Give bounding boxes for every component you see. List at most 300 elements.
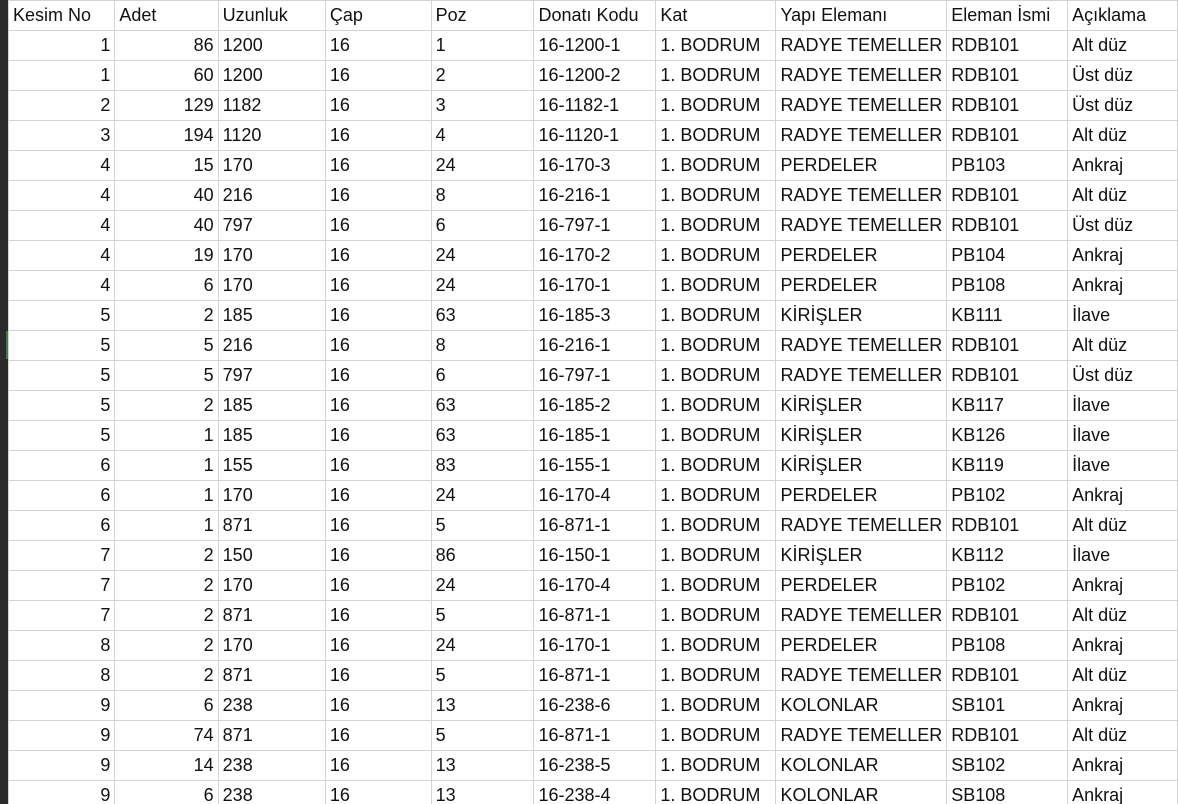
table-cell[interactable]: 2 <box>115 631 218 661</box>
table-cell[interactable]: 185 <box>218 421 325 451</box>
table-cell[interactable]: RADYE TEMELLER <box>776 211 947 241</box>
table-cell[interactable]: 16-871-1 <box>534 661 656 691</box>
table-cell[interactable]: 185 <box>218 391 325 421</box>
table-cell[interactable]: 16-150-1 <box>534 541 656 571</box>
column-header-cell[interactable]: Kat <box>656 1 776 31</box>
table-cell[interactable]: 1 <box>115 451 218 481</box>
table-cell[interactable]: 7 <box>9 541 115 571</box>
table-cell[interactable]: 216 <box>218 331 325 361</box>
table-row <box>9 481 1178 511</box>
table-cell[interactable]: 16-1120-1 <box>534 121 656 151</box>
table-cell[interactable]: 6 <box>9 481 115 511</box>
table-cell[interactable]: RADYE TEMELLER <box>776 361 947 391</box>
table-cell[interactable]: RDB101 <box>947 361 1068 391</box>
table-cell[interactable]: 16-185-3 <box>534 301 656 331</box>
table-cell[interactable]: 13 <box>431 781 534 804</box>
table-cell[interactable]: 19 <box>115 241 218 271</box>
table-cell[interactable]: 2 <box>115 661 218 691</box>
table-cell[interactable]: 1. BODRUM <box>656 61 776 91</box>
table-cell[interactable]: 4 <box>9 181 115 211</box>
table-row <box>9 331 1178 361</box>
table-cell[interactable]: 1200 <box>218 61 325 91</box>
table-cell[interactable]: Ankraj <box>1068 631 1178 661</box>
table-cell[interactable]: KOLONLAR <box>776 781 947 804</box>
table-cell[interactable]: 1 <box>115 421 218 451</box>
table-cell[interactable]: 16-170-4 <box>534 571 656 601</box>
table-cell[interactable]: 24 <box>431 151 534 181</box>
table-cell[interactable]: 16 <box>325 691 431 721</box>
table-cell[interactable]: 871 <box>218 661 325 691</box>
table-cell[interactable]: 16-1182-1 <box>534 91 656 121</box>
table-row <box>9 541 1178 571</box>
table-cell[interactable]: 185 <box>218 301 325 331</box>
table-cell[interactable]: 238 <box>218 691 325 721</box>
column-header-cell[interactable]: Açıklama <box>1068 1 1178 31</box>
table-cell[interactable]: 170 <box>218 631 325 661</box>
table-cell[interactable]: 1. BODRUM <box>656 571 776 601</box>
table-cell[interactable]: 8 <box>9 661 115 691</box>
table-cell[interactable]: KİRİŞLER <box>776 451 947 481</box>
table-cell[interactable]: 16 <box>325 361 431 391</box>
table-cell[interactable]: RDB101 <box>947 331 1068 361</box>
table-cell[interactable]: RADYE TEMELLER <box>776 661 947 691</box>
table-cell[interactable]: 16 <box>325 601 431 631</box>
table-row <box>9 91 1178 121</box>
table-cell[interactable]: Ankraj <box>1068 751 1178 781</box>
table-cell[interactable]: 15 <box>115 151 218 181</box>
table-cell[interactable]: 5 <box>9 421 115 451</box>
table-cell[interactable]: RDB101 <box>947 181 1068 211</box>
table-cell[interactable]: RDB101 <box>947 211 1068 241</box>
table-row <box>9 451 1178 481</box>
table-cell[interactable]: 16-170-2 <box>534 241 656 271</box>
table-row <box>9 301 1178 331</box>
table-cell[interactable]: 16-170-1 <box>534 271 656 301</box>
table-cell[interactable]: 1. BODRUM <box>656 781 776 804</box>
table-cell[interactable]: RDB101 <box>947 91 1068 121</box>
table-cell[interactable]: KOLONLAR <box>776 691 947 721</box>
table-cell[interactable]: Ankraj <box>1068 781 1178 804</box>
table-cell[interactable]: 1200 <box>218 31 325 61</box>
table-cell[interactable]: 5 <box>9 391 115 421</box>
table-cell[interactable]: 16 <box>325 181 431 211</box>
table-cell[interactable]: 24 <box>431 481 534 511</box>
table-cell[interactable]: 170 <box>218 151 325 181</box>
table-cell[interactable]: 3 <box>431 91 534 121</box>
table-cell[interactable]: 9 <box>9 781 115 804</box>
table-cell[interactable]: RDB101 <box>947 721 1068 751</box>
table-cell[interactable]: Ankraj <box>1068 271 1178 301</box>
table-cell[interactable]: RDB101 <box>947 511 1068 541</box>
table-cell[interactable]: KB119 <box>947 451 1068 481</box>
table-cell[interactable]: 5 <box>9 331 115 361</box>
table-cell[interactable]: İlave <box>1068 391 1178 421</box>
table-cell[interactable]: İlave <box>1068 451 1178 481</box>
table-row <box>9 751 1178 781</box>
table-cell[interactable]: 63 <box>431 421 534 451</box>
table-cell[interactable]: 871 <box>218 601 325 631</box>
table-cell[interactable]: 1. BODRUM <box>656 511 776 541</box>
table-cell[interactable]: 40 <box>115 181 218 211</box>
table-cell[interactable]: Üst düz <box>1068 361 1178 391</box>
table-cell[interactable]: 797 <box>218 361 325 391</box>
table-cell[interactable]: 16-185-1 <box>534 421 656 451</box>
table-cell[interactable]: RADYE TEMELLER <box>776 601 947 631</box>
table-cell[interactable]: Üst düz <box>1068 61 1178 91</box>
table-cell[interactable]: 3 <box>9 121 115 151</box>
table-cell[interactable]: 7 <box>9 601 115 631</box>
table-cell[interactable]: RDB101 <box>947 601 1068 631</box>
table-cell[interactable]: SB101 <box>947 691 1068 721</box>
table-cell[interactable]: Alt düz <box>1068 601 1178 631</box>
table-cell[interactable]: 13 <box>431 751 534 781</box>
table-row <box>9 241 1178 271</box>
table-body <box>9 1 1178 804</box>
table-cell[interactable]: Ankraj <box>1068 481 1178 511</box>
table-cell[interactable]: Alt düz <box>1068 331 1178 361</box>
table-cell[interactable]: İlave <box>1068 301 1178 331</box>
table-row <box>9 61 1178 91</box>
table-cell[interactable]: 63 <box>431 391 534 421</box>
table-cell[interactable]: 1. BODRUM <box>656 631 776 661</box>
table-cell[interactable]: KB117 <box>947 391 1068 421</box>
row-header-gutter <box>0 0 8 804</box>
table-row <box>9 211 1178 241</box>
table-row <box>9 391 1178 421</box>
table-cell[interactable]: 60 <box>115 61 218 91</box>
table-cell[interactable]: 2 <box>9 91 115 121</box>
table-cell[interactable]: 16 <box>325 301 431 331</box>
table-cell[interactable]: 1. BODRUM <box>656 601 776 631</box>
table-cell[interactable]: 2 <box>431 61 534 91</box>
table-cell[interactable]: 4 <box>431 121 534 151</box>
table-cell[interactable]: 16 <box>325 391 431 421</box>
table-cell[interactable]: 1120 <box>218 121 325 151</box>
table-cell[interactable]: RADYE TEMELLER <box>776 31 947 61</box>
table-cell[interactable]: 238 <box>218 751 325 781</box>
table-cell[interactable]: 5 <box>9 361 115 391</box>
table-cell[interactable]: 871 <box>218 721 325 751</box>
table-cell[interactable]: Ankraj <box>1068 151 1178 181</box>
table-cell[interactable]: 4 <box>9 211 115 241</box>
table-cell[interactable]: PB103 <box>947 151 1068 181</box>
table-cell[interactable]: 83 <box>431 451 534 481</box>
table-row <box>9 271 1178 301</box>
table-cell[interactable]: PERDELER <box>776 631 947 661</box>
table-cell[interactable]: 5 <box>431 511 534 541</box>
column-header-cell[interactable]: Poz <box>431 1 534 31</box>
table-cell[interactable]: PERDELER <box>776 571 947 601</box>
table-cell[interactable]: 1. BODRUM <box>656 391 776 421</box>
table-cell[interactable]: İlave <box>1068 421 1178 451</box>
table-cell[interactable]: 1. BODRUM <box>656 481 776 511</box>
table-cell[interactable]: 1. BODRUM <box>656 181 776 211</box>
table-cell[interactable]: 170 <box>218 571 325 601</box>
table-row <box>9 661 1178 691</box>
table-cell[interactable]: PERDELER <box>776 241 947 271</box>
table-cell[interactable]: 1 <box>9 61 115 91</box>
table-cell[interactable]: 1. BODRUM <box>656 211 776 241</box>
column-header-cell[interactable]: Çap <box>325 1 431 31</box>
table-cell[interactable]: 5 <box>431 601 534 631</box>
table-cell[interactable]: 1. BODRUM <box>656 691 776 721</box>
table-cell[interactable]: 129 <box>115 91 218 121</box>
table-cell[interactable]: 16 <box>325 331 431 361</box>
table-cell[interactable]: 86 <box>431 541 534 571</box>
table-cell[interactable]: PB108 <box>947 271 1068 301</box>
table-cell[interactable]: 16-1200-1 <box>534 31 656 61</box>
table-cell[interactable]: RADYE TEMELLER <box>776 61 947 91</box>
table-cell[interactable]: 2 <box>115 541 218 571</box>
table-cell[interactable]: 1182 <box>218 91 325 121</box>
table-cell[interactable]: 16-1200-2 <box>534 61 656 91</box>
table-cell[interactable]: SB102 <box>947 751 1068 781</box>
table-cell[interactable]: KİRİŞLER <box>776 301 947 331</box>
table-cell[interactable]: 1. BODRUM <box>656 241 776 271</box>
table-cell[interactable]: 16 <box>325 31 431 61</box>
table-cell[interactable]: 5 <box>115 331 218 361</box>
column-header-cell[interactable]: Uzunluk <box>218 1 325 31</box>
table-cell[interactable]: 2 <box>115 571 218 601</box>
table-cell[interactable]: 16-170-1 <box>534 631 656 661</box>
table-cell[interactable]: 1. BODRUM <box>656 91 776 121</box>
table-cell[interactable]: KB126 <box>947 421 1068 451</box>
table-cell[interactable]: 16-170-3 <box>534 151 656 181</box>
table-cell[interactable]: PB102 <box>947 481 1068 511</box>
table-cell[interactable]: 16 <box>325 121 431 151</box>
column-header-cell[interactable]: Adet <box>115 1 218 31</box>
table-cell[interactable]: PB104 <box>947 241 1068 271</box>
table-cell[interactable]: 16 <box>325 661 431 691</box>
table-cell[interactable]: KOLONLAR <box>776 751 947 781</box>
table-cell[interactable]: RDB101 <box>947 661 1068 691</box>
table-cell[interactable]: 8 <box>9 631 115 661</box>
table-cell[interactable]: SB108 <box>947 781 1068 804</box>
table-cell[interactable]: 6 <box>115 691 218 721</box>
table-row <box>9 151 1178 181</box>
table-row <box>9 781 1178 804</box>
table-cell[interactable]: RADYE TEMELLER <box>776 181 947 211</box>
table-cell[interactable]: RADYE TEMELLER <box>776 511 947 541</box>
table-cell[interactable]: KİRİŞLER <box>776 421 947 451</box>
table-cell[interactable]: KB112 <box>947 541 1068 571</box>
table-cell[interactable]: 24 <box>431 631 534 661</box>
table-cell[interactable]: Üst düz <box>1068 211 1178 241</box>
table-cell[interactable]: 1. BODRUM <box>656 151 776 181</box>
table-cell[interactable]: KİRİŞLER <box>776 541 947 571</box>
table-cell[interactable]: PERDELER <box>776 151 947 181</box>
table-cell[interactable]: 4 <box>9 271 115 301</box>
table-cell[interactable]: 24 <box>431 571 534 601</box>
table-cell[interactable]: 194 <box>115 121 218 151</box>
table-row <box>9 181 1178 211</box>
table-cell[interactable]: 16 <box>325 571 431 601</box>
table-cell[interactable]: 16-170-4 <box>534 481 656 511</box>
table-cell[interactable]: 5 <box>9 301 115 331</box>
table-cell[interactable]: Alt düz <box>1068 721 1178 751</box>
table-cell[interactable]: 6 <box>431 211 534 241</box>
column-header-cell[interactable]: Donatı Kodu <box>534 1 656 31</box>
table-row <box>9 691 1178 721</box>
table-cell[interactable]: 16 <box>325 61 431 91</box>
table-cell[interactable]: 16 <box>325 451 431 481</box>
table-cell[interactable]: 2 <box>115 391 218 421</box>
table-cell[interactable]: 16 <box>325 781 431 804</box>
table-cell[interactable]: 16 <box>325 541 431 571</box>
table-cell[interactable]: 1 <box>115 511 218 541</box>
table-cell[interactable]: Ankraj <box>1068 571 1178 601</box>
table-cell[interactable]: 24 <box>431 241 534 271</box>
table-cell[interactable]: 216 <box>218 181 325 211</box>
table-cell[interactable]: 155 <box>218 451 325 481</box>
table-cell[interactable]: 2 <box>115 301 218 331</box>
table-cell[interactable]: 2 <box>115 601 218 631</box>
table-cell[interactable]: RADYE TEMELLER <box>776 121 947 151</box>
table-row <box>9 511 1178 541</box>
table-cell[interactable]: 6 <box>431 361 534 391</box>
table-cell[interactable]: 9 <box>9 721 115 751</box>
table-cell[interactable]: 16 <box>325 481 431 511</box>
table-cell[interactable]: KİRİŞLER <box>776 391 947 421</box>
table-cell[interactable]: 86 <box>115 31 218 61</box>
table-cell[interactable]: RADYE TEMELLER <box>776 721 947 751</box>
header-row <box>9 1 1178 31</box>
table-cell[interactable]: 9 <box>9 691 115 721</box>
table-cell[interactable]: 170 <box>218 481 325 511</box>
table-cell[interactable]: PERDELER <box>776 481 947 511</box>
table-row <box>9 31 1178 61</box>
table-cell[interactable]: İlave <box>1068 541 1178 571</box>
table-cell[interactable]: 170 <box>218 271 325 301</box>
table-cell[interactable]: RADYE TEMELLER <box>776 91 947 121</box>
table-cell[interactable]: 1. BODRUM <box>656 661 776 691</box>
table-cell[interactable]: 16 <box>325 511 431 541</box>
table-cell[interactable]: 8 <box>431 181 534 211</box>
table-cell[interactable]: 1 <box>115 481 218 511</box>
table-row <box>9 421 1178 451</box>
table-row <box>9 121 1178 151</box>
table-cell[interactable]: Alt düz <box>1068 181 1178 211</box>
data-table <box>8 0 1178 804</box>
table-cell[interactable]: 4 <box>9 241 115 271</box>
table-cell[interactable]: KB111 <box>947 301 1068 331</box>
table-cell[interactable]: 1. BODRUM <box>656 121 776 151</box>
table-cell[interactable]: 5 <box>431 661 534 691</box>
column-header-cell[interactable]: Eleman İsmi <box>947 1 1068 31</box>
table-cell[interactable]: 6 <box>9 511 115 541</box>
table-cell[interactable]: 16 <box>325 631 431 661</box>
table-cell[interactable]: PB108 <box>947 631 1068 661</box>
table-cell[interactable]: 16 <box>325 421 431 451</box>
table-cell[interactable]: Üst düz <box>1068 91 1178 121</box>
table-cell[interactable]: 16-871-1 <box>534 721 656 751</box>
table-cell[interactable]: 16-216-1 <box>534 331 656 361</box>
table-cell[interactable]: 5 <box>431 721 534 751</box>
table-cell[interactable]: 6 <box>115 271 218 301</box>
table-cell[interactable]: 1. BODRUM <box>656 271 776 301</box>
table-cell[interactable]: 1 <box>9 31 115 61</box>
table-cell[interactable]: 1. BODRUM <box>656 541 776 571</box>
column-header-cell[interactable]: Kesim No <box>9 1 115 31</box>
table-cell[interactable]: 9 <box>9 751 115 781</box>
table-cell[interactable]: 16 <box>325 91 431 121</box>
table-cell[interactable]: 16-238-6 <box>534 691 656 721</box>
table-row <box>9 721 1178 751</box>
table-cell[interactable]: 1. BODRUM <box>656 421 776 451</box>
table-cell[interactable]: 238 <box>218 781 325 804</box>
table-cell[interactable]: 40 <box>115 211 218 241</box>
table-cell[interactable]: 74 <box>115 721 218 751</box>
table-cell[interactable]: 16-216-1 <box>534 181 656 211</box>
table-cell[interactable]: 1. BODRUM <box>656 751 776 781</box>
table-cell[interactable]: 16-155-1 <box>534 451 656 481</box>
table-cell[interactable]: 16-238-4 <box>534 781 656 804</box>
table-cell[interactable]: 1. BODRUM <box>656 451 776 481</box>
table-cell[interactable]: 7 <box>9 571 115 601</box>
table-cell[interactable]: 1. BODRUM <box>656 31 776 61</box>
table-cell[interactable]: RDB101 <box>947 31 1068 61</box>
table-cell[interactable]: 16-185-2 <box>534 391 656 421</box>
table-cell[interactable]: 797 <box>218 211 325 241</box>
table-cell[interactable]: 150 <box>218 541 325 571</box>
table-cell[interactable]: 24 <box>431 271 534 301</box>
table-cell[interactable]: 16-871-1 <box>534 601 656 631</box>
table-row <box>9 571 1178 601</box>
table-cell[interactable]: 63 <box>431 301 534 331</box>
table-cell[interactable]: 5 <box>115 361 218 391</box>
table-cell[interactable]: RADYE TEMELLER <box>776 331 947 361</box>
table-row <box>9 601 1178 631</box>
table-cell[interactable]: RDB101 <box>947 121 1068 151</box>
table-cell[interactable]: 16-871-1 <box>534 511 656 541</box>
table-cell[interactable]: 6 <box>9 451 115 481</box>
column-header-cell[interactable]: Yapı Elemanı <box>776 1 947 31</box>
table-cell[interactable]: 6 <box>115 781 218 804</box>
table-cell[interactable]: 16 <box>325 271 431 301</box>
table-cell[interactable]: 8 <box>431 331 534 361</box>
table-cell[interactable]: 1 <box>431 31 534 61</box>
table-cell[interactable]: 16-797-1 <box>534 361 656 391</box>
table-cell[interactable]: 16 <box>325 721 431 751</box>
table-row <box>9 631 1178 661</box>
table-cell[interactable]: Alt düz <box>1068 661 1178 691</box>
table-cell[interactable]: 871 <box>218 511 325 541</box>
table-cell[interactable]: Alt düz <box>1068 121 1178 151</box>
table-cell[interactable]: Alt düz <box>1068 511 1178 541</box>
table-cell[interactable]: RDB101 <box>947 61 1068 91</box>
table-cell[interactable]: 14 <box>115 751 218 781</box>
table-cell[interactable]: Ankraj <box>1068 691 1178 721</box>
table-cell[interactable]: 4 <box>9 151 115 181</box>
table-cell[interactable]: 16 <box>325 151 431 181</box>
table-row <box>9 361 1178 391</box>
table-cell[interactable]: 1. BODRUM <box>656 361 776 391</box>
table-cell[interactable]: 16-238-5 <box>534 751 656 781</box>
table-cell[interactable]: Alt düz <box>1068 31 1178 61</box>
table-cell[interactable]: 1. BODRUM <box>656 721 776 751</box>
table-cell[interactable]: 16-797-1 <box>534 211 656 241</box>
table-cell[interactable]: 170 <box>218 241 325 271</box>
table-cell[interactable]: PERDELER <box>776 271 947 301</box>
table-cell[interactable]: PB102 <box>947 571 1068 601</box>
table-cell[interactable]: Ankraj <box>1068 241 1178 271</box>
table-cell[interactable]: 16 <box>325 241 431 271</box>
table-cell[interactable]: 16 <box>325 751 431 781</box>
table-cell[interactable]: 16 <box>325 211 431 241</box>
table-cell[interactable]: 1. BODRUM <box>656 331 776 361</box>
table-cell[interactable]: 1. BODRUM <box>656 301 776 331</box>
table-cell[interactable]: 13 <box>431 691 534 721</box>
